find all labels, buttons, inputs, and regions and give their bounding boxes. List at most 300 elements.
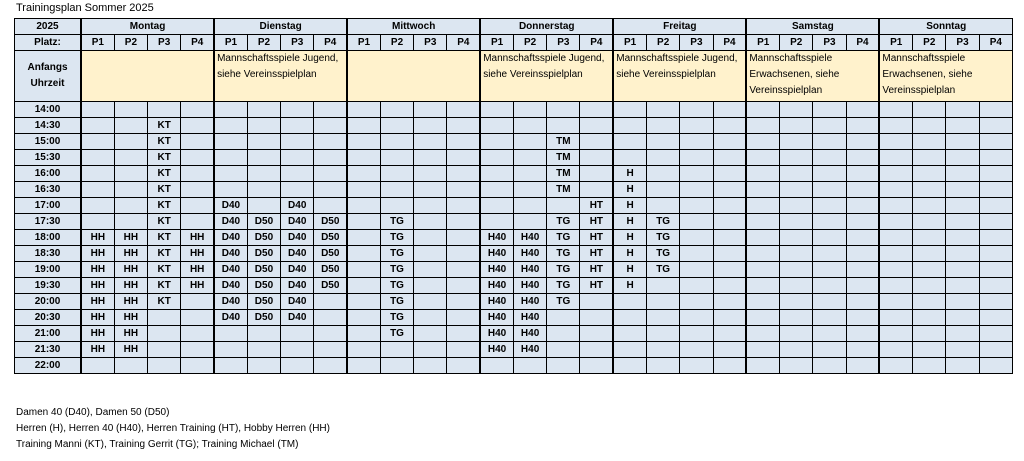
slot-cell: HH	[81, 230, 114, 246]
slot-cell: H40	[480, 294, 513, 310]
slot-cell	[680, 230, 713, 246]
time-row	[15, 134, 1013, 150]
slot-cell	[580, 118, 613, 134]
slot-cell	[979, 118, 1012, 134]
court-header: P2	[380, 35, 413, 51]
slot-cell	[480, 182, 513, 198]
legend-line: Damen 40 (D40), Damen 50 (D50)	[16, 407, 170, 418]
slot-cell	[613, 326, 646, 342]
day-note: Mannschaftsspiele Jugend, siehe Vereinsspielplan	[480, 51, 613, 102]
slot-cell	[647, 150, 680, 166]
slot-cell	[813, 326, 846, 342]
slot-cell	[281, 326, 314, 342]
slot-cell	[680, 134, 713, 150]
slot-cell	[214, 182, 247, 198]
slot-cell	[613, 102, 646, 118]
slot-cell	[513, 358, 546, 374]
slot-cell	[813, 310, 846, 326]
slot-cell	[414, 150, 447, 166]
slot-cell	[447, 278, 480, 294]
slot-cell	[879, 166, 912, 182]
slot-cell	[81, 166, 114, 182]
slot-cell: D50	[247, 230, 280, 246]
slot-cell	[247, 150, 280, 166]
slot-cell	[480, 214, 513, 230]
court-header: P3	[813, 35, 846, 51]
slot-cell	[314, 294, 347, 310]
slot-cell	[647, 134, 680, 150]
slot-cell: H40	[513, 230, 546, 246]
slot-cell	[780, 118, 813, 134]
slot-cell	[746, 358, 779, 374]
slot-cell: TM	[547, 150, 580, 166]
slot-cell	[580, 102, 613, 118]
time-label: 22:00	[15, 358, 82, 374]
slot-cell	[314, 310, 347, 326]
slot-cell	[780, 310, 813, 326]
slot-cell	[447, 310, 480, 326]
slot-cell: D40	[281, 278, 314, 294]
slot-cell	[979, 358, 1012, 374]
slot-cell	[680, 182, 713, 198]
slot-cell	[746, 294, 779, 310]
slot-cell	[780, 134, 813, 150]
slot-cell	[148, 326, 181, 342]
slot-cell: H40	[513, 262, 546, 278]
slot-cell	[979, 294, 1012, 310]
time-row	[15, 102, 1013, 118]
slot-cell: D40	[281, 214, 314, 230]
slot-cell: HT	[580, 278, 613, 294]
slot-cell	[713, 230, 746, 246]
slot-cell	[347, 166, 380, 182]
slot-cell: D40	[214, 262, 247, 278]
slot-cell	[513, 118, 546, 134]
slot-cell	[114, 214, 147, 230]
slot-cell	[946, 278, 979, 294]
slot-cell	[713, 278, 746, 294]
slot-cell	[647, 198, 680, 214]
slot-cell: KT	[148, 166, 181, 182]
slot-cell	[746, 342, 779, 358]
slot-cell	[181, 182, 214, 198]
time-label: 14:00	[15, 102, 82, 118]
time-row	[15, 294, 1013, 310]
slot-cell	[913, 198, 946, 214]
slot-cell: H	[613, 214, 646, 230]
day-note: Mannschaftsspiele Jugend, siehe Vereinsspielplan	[613, 51, 746, 102]
slot-cell	[647, 294, 680, 310]
slot-cell	[879, 198, 912, 214]
slot-cell	[780, 294, 813, 310]
slot-cell	[480, 118, 513, 134]
slot-cell	[813, 358, 846, 374]
slot-cell	[946, 134, 979, 150]
slot-cell	[746, 310, 779, 326]
slot-cell	[979, 230, 1012, 246]
slot-cell	[780, 342, 813, 358]
slot-cell	[879, 342, 912, 358]
slot-cell	[547, 326, 580, 342]
slot-cell: D50	[314, 246, 347, 262]
slot-cell	[780, 230, 813, 246]
court-header: P2	[647, 35, 680, 51]
time-label: 21:00	[15, 326, 82, 342]
slot-cell	[181, 358, 214, 374]
schedule-table	[14, 18, 1013, 374]
slot-cell	[547, 102, 580, 118]
slot-cell: H	[613, 230, 646, 246]
slot-cell: HH	[81, 294, 114, 310]
slot-cell	[347, 182, 380, 198]
slot-cell	[181, 118, 214, 134]
slot-cell	[713, 342, 746, 358]
slot-cell	[979, 214, 1012, 230]
slot-cell: HT	[580, 214, 613, 230]
slot-cell	[913, 182, 946, 198]
year-cell: 2025	[15, 19, 82, 35]
slot-cell	[846, 134, 879, 150]
slot-cell	[613, 342, 646, 358]
slot-cell	[447, 214, 480, 230]
slot-cell	[314, 182, 347, 198]
slot-cell: KT	[148, 278, 181, 294]
time-label: 18:00	[15, 230, 82, 246]
slot-cell	[713, 150, 746, 166]
slot-cell	[214, 342, 247, 358]
court-header: P1	[347, 35, 380, 51]
court-header: P3	[680, 35, 713, 51]
time-row	[15, 230, 1013, 246]
slot-cell	[713, 262, 746, 278]
slot-cell	[114, 166, 147, 182]
slot-cell	[347, 294, 380, 310]
slot-cell: D40	[214, 230, 247, 246]
slot-cell	[114, 358, 147, 374]
slot-cell: TG	[647, 246, 680, 262]
slot-cell: D50	[314, 278, 347, 294]
slot-cell	[979, 278, 1012, 294]
slot-cell	[879, 358, 912, 374]
slot-cell	[114, 150, 147, 166]
court-header: P4	[314, 35, 347, 51]
slot-cell	[347, 214, 380, 230]
slot-cell	[979, 262, 1012, 278]
slot-cell: D50	[247, 278, 280, 294]
slot-cell	[780, 102, 813, 118]
slot-cell	[380, 182, 413, 198]
court-header: P3	[414, 35, 447, 51]
slot-cell: D50	[314, 230, 347, 246]
slot-cell: TG	[380, 278, 413, 294]
slot-cell: D50	[247, 294, 280, 310]
slot-cell	[879, 118, 912, 134]
slot-cell	[713, 102, 746, 118]
slot-cell	[380, 134, 413, 150]
slot-cell	[214, 134, 247, 150]
slot-cell: D40	[281, 198, 314, 214]
slot-cell	[214, 102, 247, 118]
slot-cell	[247, 326, 280, 342]
slot-cell	[148, 358, 181, 374]
slot-cell: TG	[547, 262, 580, 278]
slot-cell	[813, 134, 846, 150]
slot-cell	[680, 166, 713, 182]
slot-cell	[946, 214, 979, 230]
time-row	[15, 342, 1013, 358]
slot-cell	[380, 102, 413, 118]
slot-cell	[247, 182, 280, 198]
slot-cell	[746, 262, 779, 278]
time-row	[15, 182, 1013, 198]
slot-cell	[81, 214, 114, 230]
time-label: 19:00	[15, 262, 82, 278]
slot-cell	[746, 326, 779, 342]
slot-cell	[447, 246, 480, 262]
slot-cell	[746, 230, 779, 246]
slot-cell: TM	[547, 134, 580, 150]
slot-cell	[414, 118, 447, 134]
slot-cell: TG	[547, 214, 580, 230]
slot-cell	[513, 102, 546, 118]
slot-cell	[846, 342, 879, 358]
day-header: Sonntag	[879, 19, 1012, 35]
slot-cell: D40	[214, 198, 247, 214]
slot-cell	[480, 358, 513, 374]
slot-cell: D40	[281, 246, 314, 262]
slot-cell: H	[613, 246, 646, 262]
court-header: P1	[81, 35, 114, 51]
slot-cell	[913, 102, 946, 118]
slot-cell	[979, 182, 1012, 198]
slot-cell: HH	[114, 278, 147, 294]
slot-cell	[447, 358, 480, 374]
time-row	[15, 166, 1013, 182]
slot-cell	[746, 150, 779, 166]
slot-cell	[181, 102, 214, 118]
slot-cell	[713, 134, 746, 150]
slot-cell	[414, 198, 447, 214]
slot-cell	[181, 310, 214, 326]
court-header: P3	[148, 35, 181, 51]
platz-label: Platz:	[15, 35, 82, 51]
slot-cell	[114, 198, 147, 214]
slot-cell	[746, 134, 779, 150]
slot-cell	[480, 198, 513, 214]
slot-cell	[913, 278, 946, 294]
slot-cell: TG	[380, 230, 413, 246]
slot-cell	[447, 342, 480, 358]
slot-cell	[214, 326, 247, 342]
day-header: Samstag	[746, 19, 879, 35]
slot-cell	[347, 198, 380, 214]
slot-cell	[380, 118, 413, 134]
slot-cell	[480, 166, 513, 182]
slot-cell	[713, 246, 746, 262]
slot-cell	[979, 150, 1012, 166]
day-note: Mannschaftsspiele Jugend, siehe Vereinsspielplan	[214, 51, 347, 102]
slot-cell: D50	[314, 262, 347, 278]
slot-cell: HH	[114, 326, 147, 342]
slot-cell: D40	[281, 262, 314, 278]
slot-cell	[613, 134, 646, 150]
slot-cell	[314, 358, 347, 374]
time-label: 17:00	[15, 198, 82, 214]
slot-cell	[913, 326, 946, 342]
slot-cell	[281, 150, 314, 166]
slot-cell	[613, 150, 646, 166]
slot-cell	[946, 150, 979, 166]
slot-cell	[580, 182, 613, 198]
slot-cell	[813, 182, 846, 198]
court-header: P1	[613, 35, 646, 51]
slot-cell	[680, 342, 713, 358]
slot-cell	[979, 246, 1012, 262]
slot-cell	[846, 326, 879, 342]
slot-cell	[281, 102, 314, 118]
slot-cell	[680, 246, 713, 262]
slot-cell	[813, 214, 846, 230]
court-header: P3	[547, 35, 580, 51]
slot-cell	[347, 342, 380, 358]
slot-cell: D40	[281, 310, 314, 326]
time-label: 20:30	[15, 310, 82, 326]
slot-cell	[347, 102, 380, 118]
slot-cell	[746, 198, 779, 214]
time-row	[15, 358, 1013, 374]
slot-cell	[347, 118, 380, 134]
slot-cell: H	[613, 262, 646, 278]
slot-cell	[946, 198, 979, 214]
slot-cell	[347, 310, 380, 326]
time-label: 18:30	[15, 246, 82, 262]
slot-cell	[580, 166, 613, 182]
slot-cell: KT	[148, 214, 181, 230]
slot-cell	[813, 166, 846, 182]
slot-cell	[846, 246, 879, 262]
slot-cell: HH	[114, 262, 147, 278]
slot-cell: TG	[380, 246, 413, 262]
slot-cell: KT	[148, 262, 181, 278]
slot-cell	[913, 166, 946, 182]
slot-cell	[713, 182, 746, 198]
slot-cell	[647, 342, 680, 358]
slot-cell	[347, 246, 380, 262]
slot-cell	[780, 358, 813, 374]
slot-cell	[314, 134, 347, 150]
slot-cell	[347, 278, 380, 294]
slot-cell: KT	[148, 118, 181, 134]
slot-cell	[780, 262, 813, 278]
court-header: P2	[780, 35, 813, 51]
slot-cell	[813, 294, 846, 310]
slot-cell	[879, 294, 912, 310]
slot-cell	[680, 326, 713, 342]
slot-cell: TG	[647, 230, 680, 246]
slot-cell	[979, 102, 1012, 118]
slot-cell	[148, 310, 181, 326]
slot-cell	[414, 310, 447, 326]
slot-cell: H40	[480, 342, 513, 358]
slot-cell	[81, 102, 114, 118]
slot-cell	[414, 214, 447, 230]
slot-cell	[513, 214, 546, 230]
day-header: Montag	[81, 19, 214, 35]
slot-cell	[713, 166, 746, 182]
slot-cell	[746, 166, 779, 182]
slot-cell	[114, 182, 147, 198]
slot-cell: HH	[181, 230, 214, 246]
slot-cell	[846, 166, 879, 182]
slot-cell	[447, 262, 480, 278]
slot-cell	[713, 198, 746, 214]
slot-cell	[513, 182, 546, 198]
slot-cell	[81, 118, 114, 134]
slot-cell	[913, 342, 946, 358]
slot-cell	[314, 166, 347, 182]
slot-cell	[846, 118, 879, 134]
slot-cell: H40	[513, 294, 546, 310]
slot-cell	[913, 230, 946, 246]
slot-cell	[846, 102, 879, 118]
slot-cell	[780, 246, 813, 262]
slot-cell: H40	[513, 326, 546, 342]
slot-cell	[314, 326, 347, 342]
slot-cell	[580, 342, 613, 358]
slot-cell	[746, 246, 779, 262]
day-note	[81, 51, 214, 102]
slot-cell: TG	[647, 262, 680, 278]
slot-cell	[913, 214, 946, 230]
slot-cell	[414, 246, 447, 262]
slot-cell	[181, 166, 214, 182]
slot-cell	[447, 326, 480, 342]
day-note: Mannschaftsspiele Erwachsenen, siehe Vereinsspielplan	[746, 51, 879, 102]
slot-cell	[680, 198, 713, 214]
day-header: Donnerstag	[480, 19, 613, 35]
slot-cell: KT	[148, 134, 181, 150]
court-header: P2	[247, 35, 280, 51]
slot-cell	[946, 102, 979, 118]
slot-cell	[946, 342, 979, 358]
slot-cell	[447, 230, 480, 246]
slot-cell	[314, 150, 347, 166]
legend-line: Training Manni (KT), Training Gerrit (TG); Training Michael (TM)	[16, 439, 299, 450]
slot-cell	[380, 358, 413, 374]
slot-cell	[946, 294, 979, 310]
slot-cell	[846, 198, 879, 214]
slot-cell	[813, 230, 846, 246]
slot-cell	[913, 118, 946, 134]
slot-cell	[846, 262, 879, 278]
slot-cell	[380, 150, 413, 166]
time-label: 21:30	[15, 342, 82, 358]
slot-cell: HH	[114, 294, 147, 310]
slot-cell: HH	[81, 342, 114, 358]
slot-cell	[813, 118, 846, 134]
slot-cell	[846, 182, 879, 198]
slot-cell: TG	[380, 326, 413, 342]
slot-cell	[680, 262, 713, 278]
slot-cell: TG	[380, 294, 413, 310]
court-header: P4	[580, 35, 613, 51]
time-row	[15, 262, 1013, 278]
slot-cell	[181, 342, 214, 358]
slot-cell	[414, 358, 447, 374]
slot-cell: HH	[114, 342, 147, 358]
slot-cell	[414, 278, 447, 294]
slot-cell	[813, 246, 846, 262]
